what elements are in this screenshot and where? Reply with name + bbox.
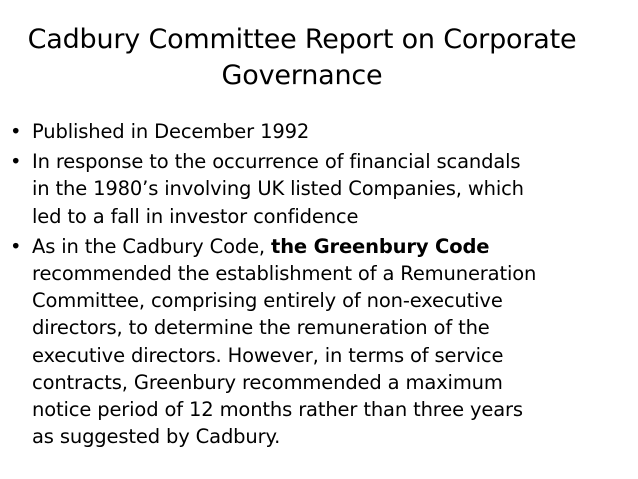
bullet-text-line bbox=[32, 233, 630, 260]
bullet-text-line: in the 1980’s involving UK listed Companies, which bbox=[32, 177, 524, 201]
bullet-item bbox=[10, 148, 630, 230]
bullet-text-line: as suggested by Cadbury. bbox=[32, 425, 281, 449]
slide-title-line-1: Cadbury Committee Report on Corporate bbox=[27, 24, 577, 55]
bullet-icon: • bbox=[10, 150, 22, 174]
bullet-item bbox=[10, 233, 630, 451]
bullet-text-emphasis: the Greenbury Code bbox=[271, 234, 490, 258]
bullet-item bbox=[10, 118, 630, 145]
bullet-text-prefix: As in the Cadbury Code, bbox=[32, 234, 272, 258]
bullet-text-line: Committee, comprising entirely of non-executive bbox=[32, 289, 503, 313]
slide-title-line-2: Governance bbox=[221, 60, 383, 91]
bullet-text-line: directors, to determine the remuneration of the bbox=[32, 316, 490, 340]
bullet-text-line: contracts, Greenbury recommended a maximum bbox=[32, 370, 503, 394]
bullet-text-line: In response to the occurrence of financial scandals bbox=[32, 150, 521, 174]
bullet-icon: • bbox=[10, 120, 22, 143]
slide-title bbox=[0, 22, 604, 94]
bullet-text-line: led to a fall in investor confidence bbox=[32, 204, 359, 228]
bullet-text-line: notice period of 12 months rather than three years bbox=[32, 398, 523, 422]
bullet-text-line: Published in December 1992 bbox=[32, 120, 310, 143]
bullet-list bbox=[10, 118, 630, 453]
bullet-icon: • bbox=[10, 234, 22, 258]
bullet-text-line: recommended the establishment of a Remuneration bbox=[32, 262, 537, 286]
bullet-text-line: executive directors. However, in terms of service bbox=[32, 343, 504, 367]
